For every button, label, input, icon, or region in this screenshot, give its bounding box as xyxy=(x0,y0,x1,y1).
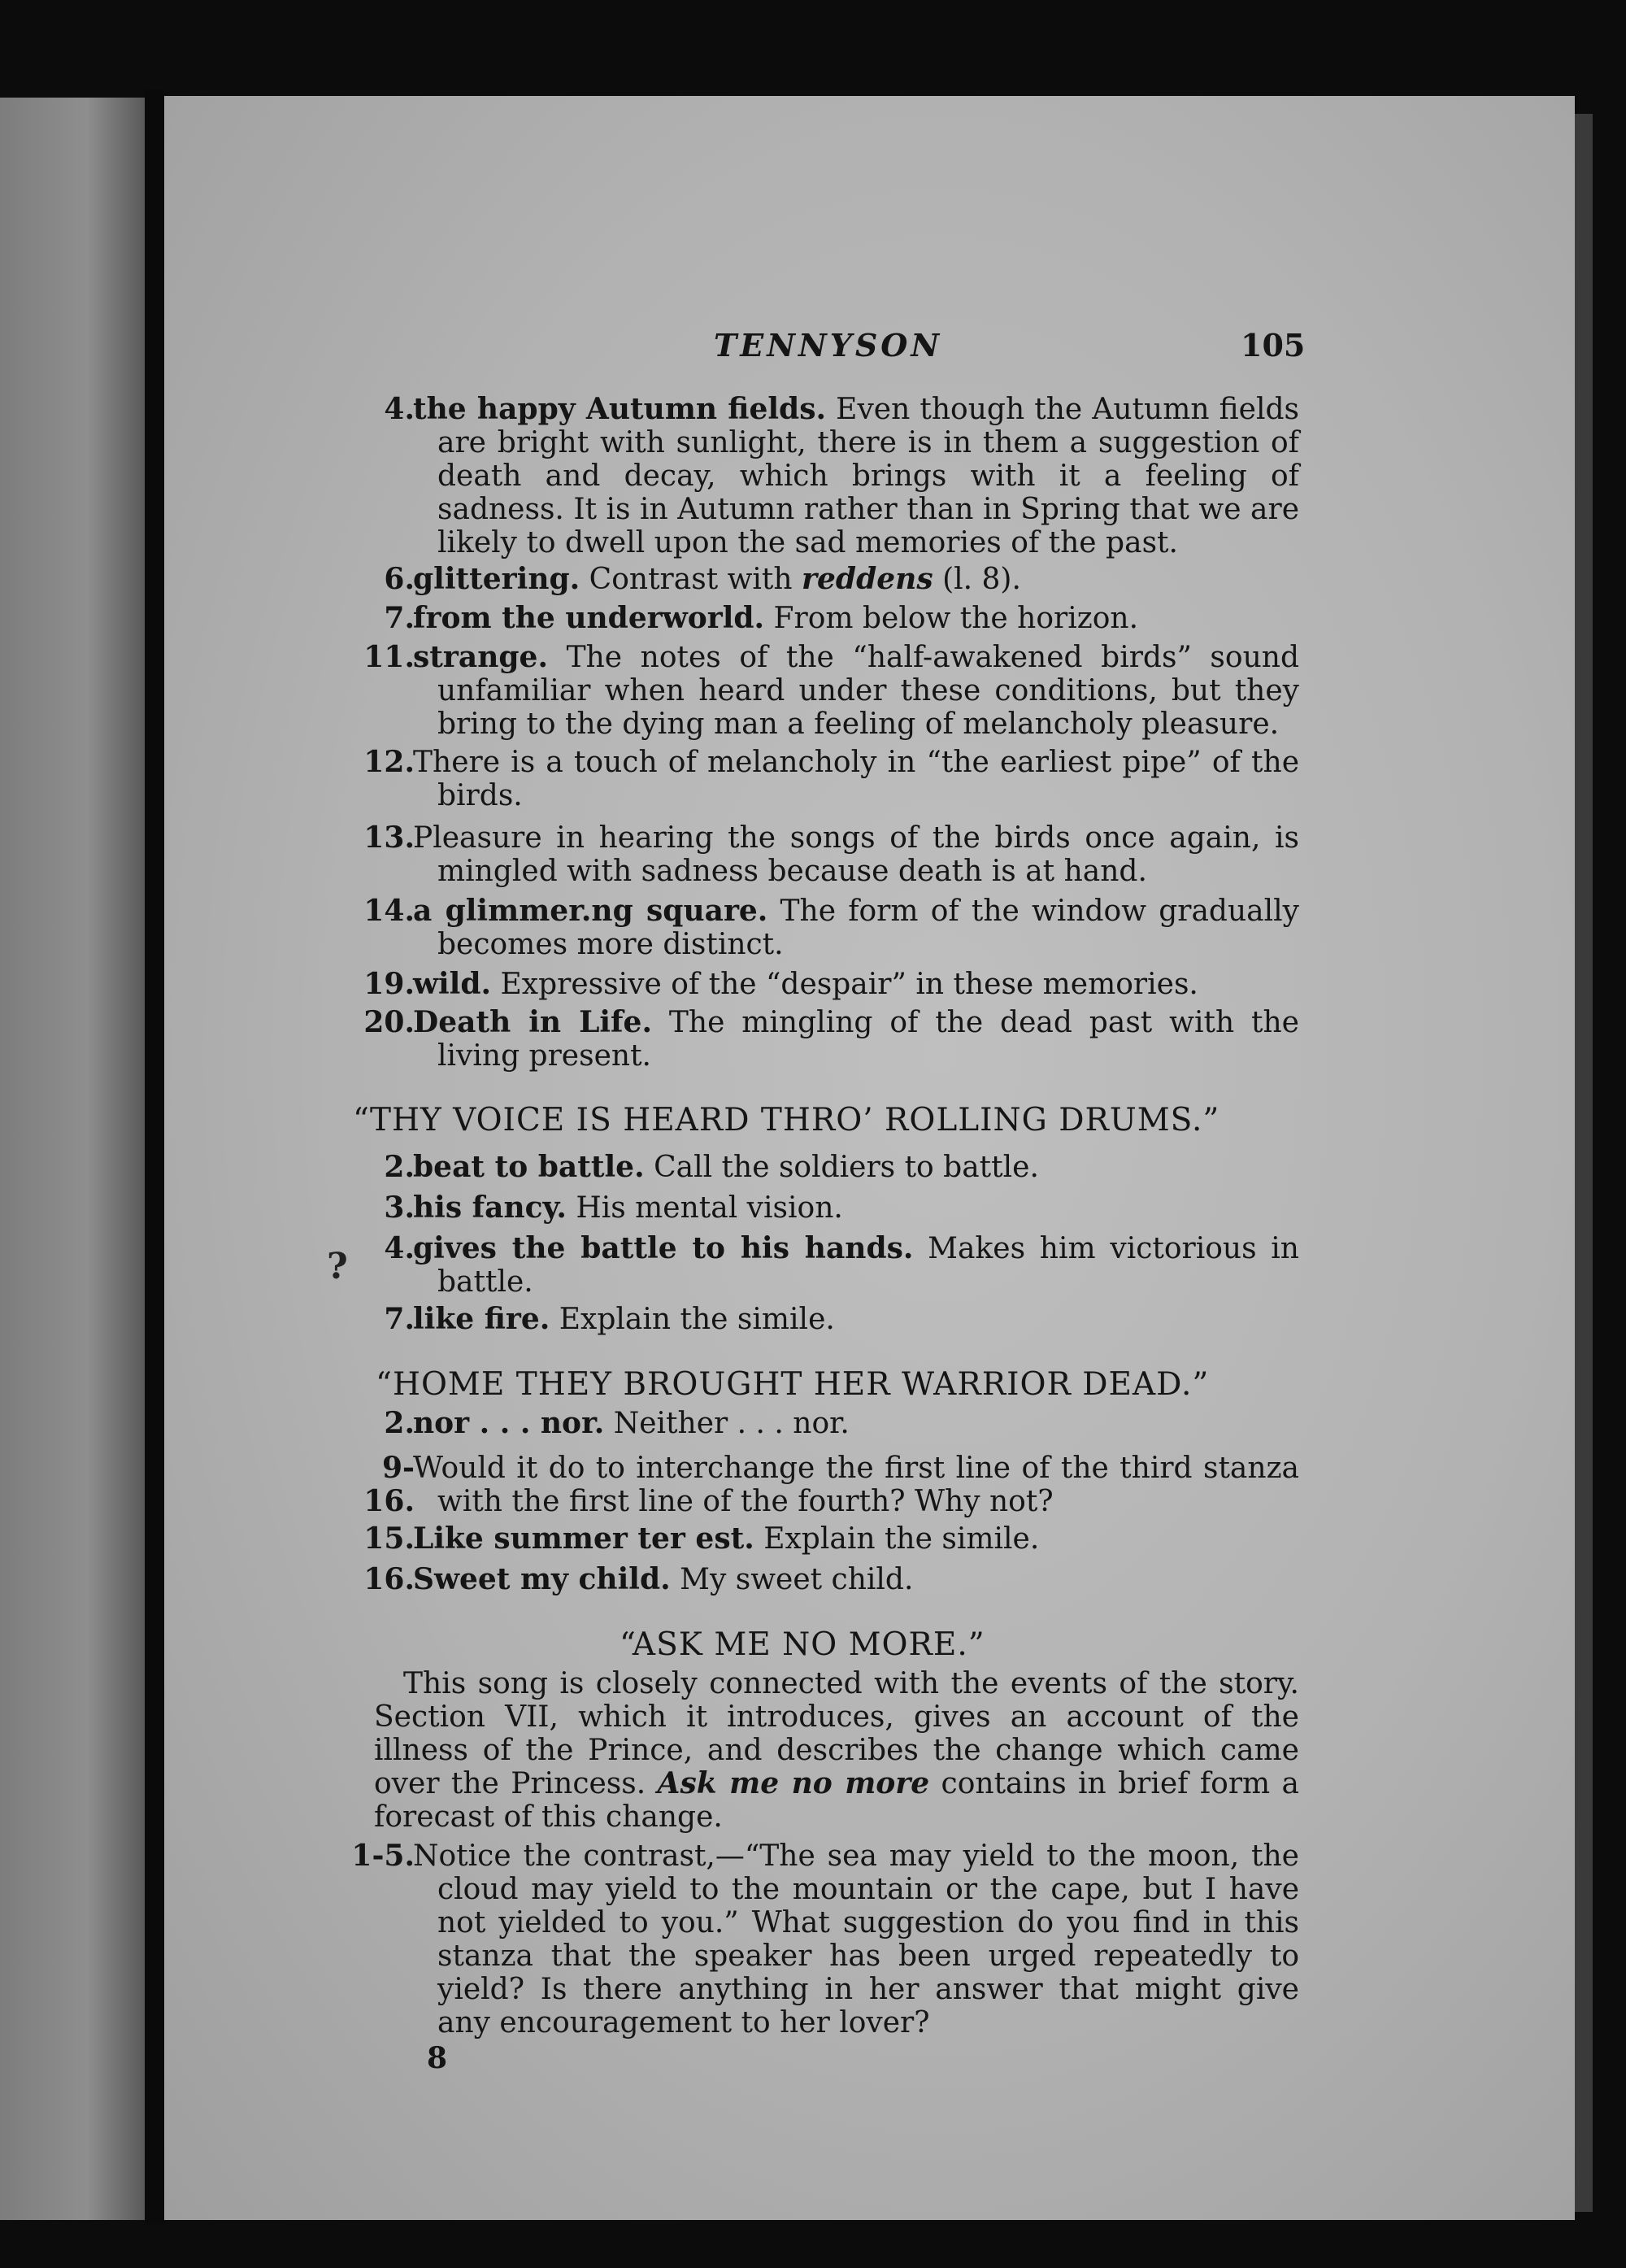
note-number: 4. xyxy=(384,392,415,426)
note-body: My sweet child. xyxy=(680,1563,914,1596)
note-item xyxy=(350,1303,1299,1336)
note-text xyxy=(413,1839,1299,2039)
note-term: gives the battle to his hands. xyxy=(413,1231,914,1265)
note-item xyxy=(350,393,1299,559)
note-term: his fancy. xyxy=(413,1191,567,1225)
note-text xyxy=(413,1191,1299,1225)
note-body: The notes of the “half-awakened birds” sound unfamiliar when heard under these conditions, but they bring to the dying man a feeling of melancholy pleasure. xyxy=(437,641,1299,741)
note-body: Explain the simile. xyxy=(763,1522,1040,1556)
intro-text-after: contains in brief form a forecast of this change. xyxy=(374,1767,1299,1834)
note-text xyxy=(413,563,1299,596)
note-body: Even though the Autumn fields are bright with sunlight, there is in them a suggestion of death and decay, which brings with it a feeling of sadness. It is in Autumn rather than in Spring that we are likely to dwell upon the sad memories of the past. xyxy=(437,393,1300,559)
section-heading: “THY VOICE IS HEARD THRO’ ROLLING DRUMS.” xyxy=(353,1102,1220,1138)
note-number: 2. xyxy=(384,1406,415,1440)
note-body: Would it do to interchange the first line of the third stanza with the first line of the fourth? Why not? xyxy=(413,1452,1299,1518)
note-number: 7. xyxy=(384,601,415,635)
note-number: 14. xyxy=(363,894,415,928)
section-heading: “HOME THEY BROUGHT HER WARRIOR DEAD.” xyxy=(376,1366,1210,1403)
note-number: 7. xyxy=(384,1302,415,1336)
note-item xyxy=(350,1006,1299,1073)
note-body: Expressive of the “despair” in these memories. xyxy=(500,968,1198,1001)
note-text xyxy=(413,1006,1299,1073)
note-text xyxy=(413,1522,1299,1556)
note-term: from the underworld. xyxy=(413,601,765,635)
note-item xyxy=(350,1563,1299,1596)
note-text xyxy=(413,1303,1299,1336)
note-body: Neither . . . nor. xyxy=(613,1407,850,1440)
note-number: 13. xyxy=(363,821,415,855)
note-text xyxy=(413,895,1299,961)
note-number: 2. xyxy=(384,1150,415,1184)
note-number: 11. xyxy=(363,640,415,674)
note-number: 1-5. xyxy=(351,1839,415,1873)
note-body: Explain the simile. xyxy=(559,1303,835,1336)
note-body: Notice the contrast,—“The sea may yield to the moon, the cloud may yield to the mountain or the cape, but I have not yielded to you.” What suggestion do you find in this stanza that the speaker has been urged repeatedly to yield? Is there anything in her answer that might give any encouragement to her lover? xyxy=(413,1839,1299,2039)
note-text xyxy=(413,1232,1299,1299)
note-text xyxy=(413,968,1299,1001)
note-body: Makes him victorious in battle. xyxy=(437,1232,1299,1299)
note-item xyxy=(350,1452,1299,1518)
note-item xyxy=(350,821,1299,888)
note-term: a glimmer.ng square. xyxy=(413,894,768,928)
running-head: TENNYSON xyxy=(714,327,943,363)
note-term: Death in Life. xyxy=(413,1005,652,1039)
note-text xyxy=(413,1563,1299,1596)
note-term: the happy Autumn fields. xyxy=(413,392,827,426)
section-intro xyxy=(374,1667,1299,1834)
note-item xyxy=(350,1151,1299,1184)
note-item xyxy=(350,1839,1299,2039)
note-item xyxy=(350,602,1299,635)
intro-text: This song is closely connected with the events of the story. Section VII, which it introduces, gives an account of the illness of the Prince, and describes the change which came over the Princess. xyxy=(374,1667,1299,1800)
note-term: beat to battle. xyxy=(413,1150,645,1184)
note-text xyxy=(413,1452,1299,1518)
note-number: 4. xyxy=(384,1231,415,1265)
note-body: His mental vision. xyxy=(576,1191,843,1225)
note-number: 6. xyxy=(384,562,415,596)
note-item xyxy=(350,1407,1299,1440)
note-body: Contrast with xyxy=(589,563,793,596)
signature-mark: 8 xyxy=(427,2041,448,2075)
note-term: like fire. xyxy=(413,1302,550,1336)
note-term: Sweet my child. xyxy=(413,1562,671,1596)
note-item xyxy=(350,1232,1299,1299)
note-body-after: (l. 8). xyxy=(942,563,1021,596)
note-item xyxy=(350,968,1299,1001)
note-item xyxy=(350,1522,1299,1556)
note-number: 12. xyxy=(363,745,415,779)
note-body: The form of the window gradually becomes more distinct. xyxy=(437,895,1299,961)
note-number: 19. xyxy=(363,967,415,1001)
page-number: 105 xyxy=(1241,327,1306,363)
note-body: Call the soldiers to battle. xyxy=(654,1151,1039,1184)
note-body: Pleasure in hearing the songs of the birds once again, is mingled with sadness because death is at hand. xyxy=(413,821,1299,888)
note-term: glittering. xyxy=(413,562,580,596)
note-emphasis: reddens xyxy=(802,562,933,596)
note-text xyxy=(413,821,1299,888)
note-body: There is a touch of melancholy in “the earliest pipe” of the birds. xyxy=(413,746,1299,812)
note-text xyxy=(413,1151,1299,1184)
section-heading: “ASK ME NO MORE.” xyxy=(620,1626,985,1663)
note-body: From below the horizon. xyxy=(773,602,1139,635)
note-item xyxy=(350,895,1299,961)
note-item xyxy=(350,746,1299,812)
note-number: 20. xyxy=(363,1005,415,1039)
note-text xyxy=(413,1407,1299,1440)
note-number: 3. xyxy=(384,1191,415,1225)
note-item xyxy=(350,1191,1299,1225)
note-text xyxy=(413,602,1299,635)
margin-mark: ? xyxy=(327,1246,348,1287)
note-number: 16. xyxy=(363,1562,415,1596)
note-item xyxy=(350,641,1299,741)
note-term: strange. xyxy=(413,640,548,674)
note-term: Like summer ter est. xyxy=(413,1521,754,1556)
note-body: The mingling of the dead past with the living present. xyxy=(437,1006,1299,1073)
intro-emphasis: Ask me no more xyxy=(657,1766,930,1800)
note-term: wild. xyxy=(413,967,492,1001)
note-term: nor . . . nor. xyxy=(413,1406,605,1440)
note-text xyxy=(413,393,1299,559)
note-item xyxy=(350,563,1299,596)
note-text xyxy=(413,746,1299,812)
note-number: 9-16. xyxy=(363,1451,415,1518)
note-number: 15. xyxy=(363,1521,415,1556)
note-text xyxy=(413,641,1299,741)
